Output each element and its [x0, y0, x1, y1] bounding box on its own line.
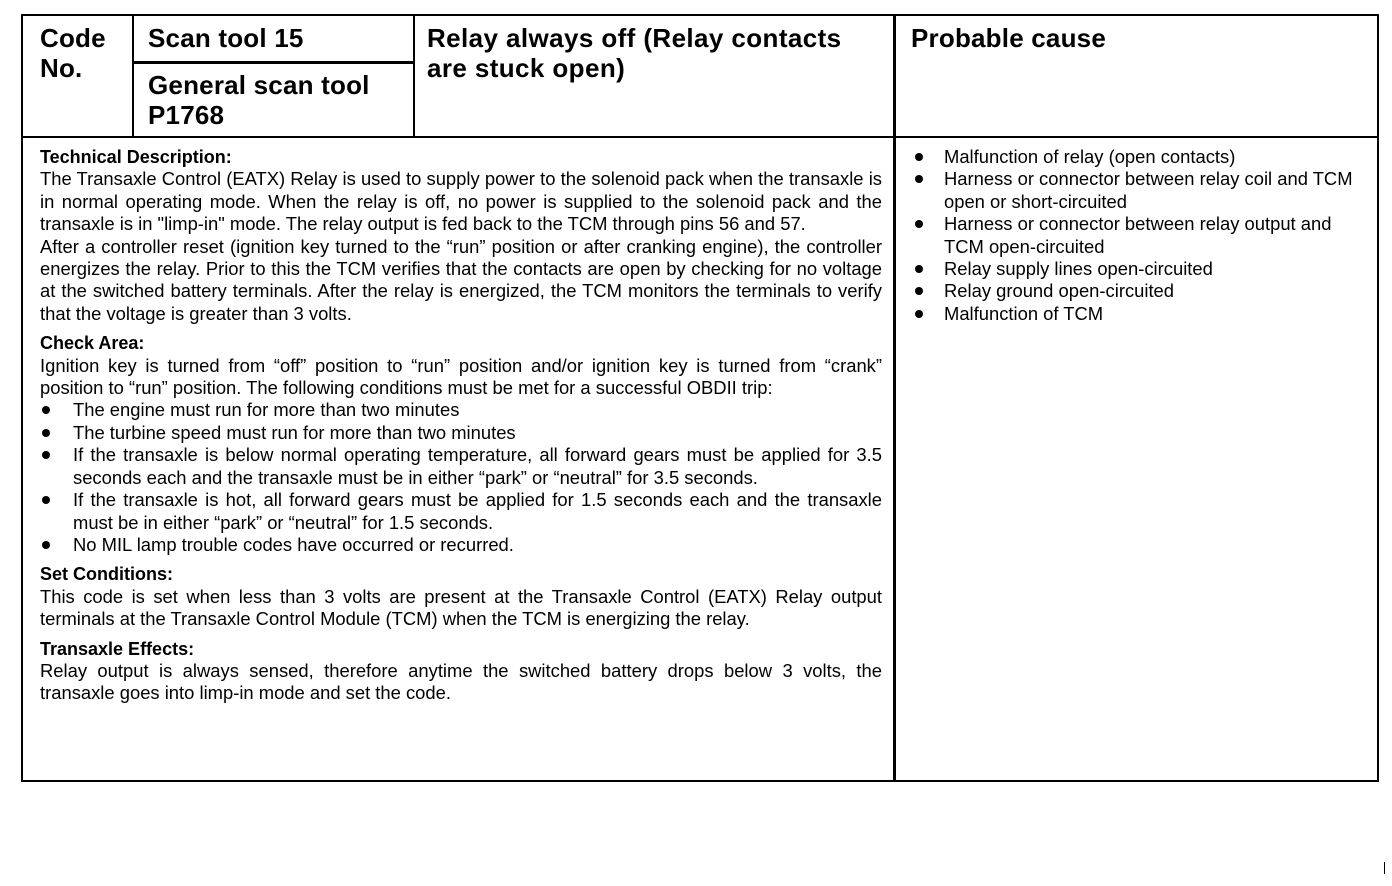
probable-cause-text: Relay ground open-circuited: [944, 280, 1175, 302]
list-item: [909, 303, 1371, 325]
bullet-icon: [42, 429, 50, 437]
list-item: [909, 280, 1371, 302]
technical-description-heading: Technical Description:: [40, 147, 232, 167]
check-area-intro: Ignition key is turned from “off” position to “run” position and/or ignition key is turned from “crank” position to “run” position. The following conditions must be met for a successful OBDII trip:: [40, 354, 882, 399]
probable-cause-label: Probable cause: [911, 23, 1106, 53]
bullet-icon: [915, 265, 923, 273]
check-area-list: [40, 399, 882, 556]
probable-cause-text: Malfunction of TCM: [944, 302, 1104, 324]
probable-causes-list: [909, 146, 1371, 325]
bullet-icon: [915, 310, 923, 318]
check-area-item-text: The engine must run for more than two minutes: [73, 399, 460, 421]
divider-scan-tool-column: [413, 16, 415, 138]
technical-description-paragraph-1: The Transaxle Control (EATX) Relay is used to supply power to the solenoid pack when the transaxle is in normal operating mode. When the relay is off, no power is supplied to the solenoid pack and the transaxle is in "limp-in" mode. The relay output is fed back to the TCM through pins 56 and 57.: [40, 168, 882, 235]
list-item: [40, 489, 882, 534]
check-area-item-text: The turbine speed must run for more than two minutes: [73, 421, 516, 443]
probable-causes-column: [909, 146, 1371, 325]
bullet-icon: [915, 220, 923, 228]
bullet-icon: [42, 496, 50, 504]
technical-description-paragraph-2: After a controller reset (ignition key turned to the “run” position or after cranking engine), the controller energizes the relay. Prior to this the TCM verifies that the contacts are open by checking for no voltage at the switched battery terminals. After the relay is energized, the TCM monitors the terminals to verify that the voltage is greater than 3 volts.: [40, 235, 882, 324]
divider-code-column: [132, 16, 134, 138]
general-scan-tool-label: General scan tool P1768: [148, 70, 370, 130]
scan-tool-15-label: Scan tool 15: [148, 23, 304, 53]
bullet-icon: [915, 175, 923, 183]
description-column: [40, 146, 882, 705]
divider-probable-cause-column: [893, 16, 896, 782]
list-item: [909, 213, 1371, 258]
check-area-item-text: No MIL lamp trouble codes have occurred or recurred.: [73, 533, 514, 555]
divider-header-row: [23, 136, 1377, 138]
list-item: [40, 399, 882, 421]
transaxle-effects-text: Relay output is always sensed, therefore anytime the switched battery drops below 3 volts, the transaxle goes into limp-in mode and set the code.: [40, 659, 882, 704]
check-area-heading: Check Area:: [40, 333, 145, 354]
set-conditions-text: This code is set when less than 3 volts are present at the Transaxle Control (EATX) Relay output terminals at the Transaxle Control Module (TCM) when the TCM is energizing the relay.: [40, 585, 882, 630]
set-conditions-heading: Set Conditions:: [40, 564, 173, 585]
list-item: [40, 534, 882, 556]
bullet-icon: [42, 451, 50, 459]
fault-title: Relay always off (Relay contacts are stuck open): [427, 23, 842, 83]
probable-cause-text: Harness or connector between relay output and TCM open-circuited: [944, 213, 1332, 257]
bullet-icon: [42, 541, 50, 549]
list-item: [40, 444, 882, 489]
check-area-item-text: If the transaxle is hot, all forward gears must be applied for 1.5 seconds each and the transaxle must be in either “park” or “neutral” for 1.5 seconds.: [73, 489, 882, 533]
bullet-icon: [42, 406, 50, 414]
bullet-icon: [915, 287, 923, 295]
probable-cause-text: Malfunction of relay (open contacts): [944, 146, 1236, 167]
bullet-icon: [915, 153, 923, 161]
probable-cause-text: Harness or connector between relay coil and TCM open or short-circuited: [944, 168, 1353, 212]
list-item: [909, 258, 1371, 280]
list-item: [909, 146, 1371, 168]
divider-scan-tool-row: [134, 61, 413, 64]
list-item: [40, 422, 882, 444]
list-item: [909, 168, 1371, 213]
transaxle-effects-heading: Transaxle Effects:: [40, 638, 195, 659]
scan-artifact-mark: [1384, 862, 1385, 874]
probable-cause-text: Relay supply lines open-circuited: [944, 258, 1213, 280]
code-number-label: Code No.: [40, 23, 106, 83]
diagnostic-code-table: [21, 14, 1379, 782]
check-area-item-text: If the transaxle is below normal operating temperature, all forward gears must be applied for 3.5 seconds each and the transaxle must be in either “park” or “neutral” for 3.5 seconds.: [73, 444, 882, 488]
